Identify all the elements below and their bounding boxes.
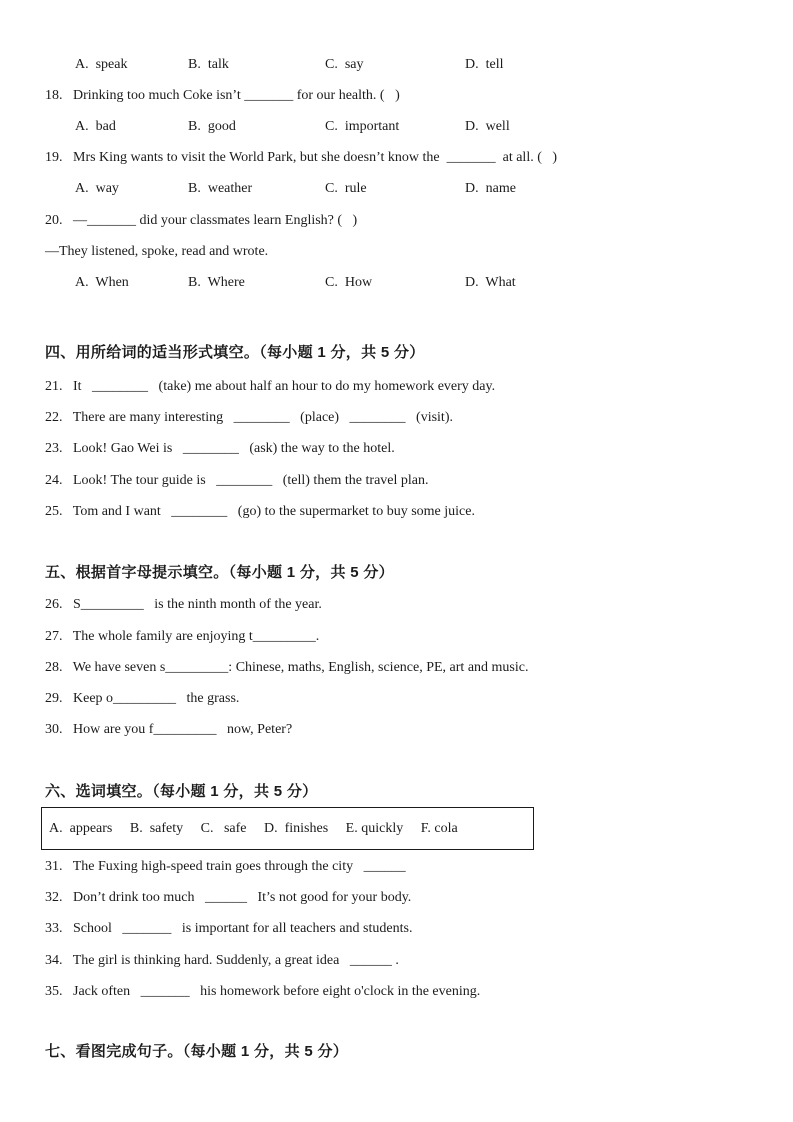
options-row-q20 (45, 274, 765, 291)
options-row-q17 (45, 56, 765, 73)
question-19: 19. Mrs King wants to visit the World Park, but she doesn’t know the _______ at all. ( ) (45, 150, 558, 165)
option-c: C. say (325, 57, 364, 72)
option-b: B. talk (188, 57, 229, 72)
question-32: 32. Don’t drink too much ______ It’s not good for your body. (45, 890, 412, 905)
options-row-q18 (45, 118, 765, 135)
option-a: A. bad (75, 119, 116, 134)
question-30: 30. How are you f_________ now, Peter? (45, 722, 293, 737)
section-6-title: 六、选词填空。（每小题 1 分，共 5 分） (45, 783, 318, 800)
question-31: 31. The Fuxing high-speed train goes through the city ______ (45, 859, 406, 874)
option-a: A. speak (75, 57, 128, 72)
options-row-q19 (45, 180, 765, 197)
section-4-title: 四、用所给词的适当形式填空。（每小题 1 分，共 5 分） (45, 344, 425, 361)
option-d: D. What (465, 275, 516, 290)
option-c: C. important (325, 119, 400, 134)
option-a: A. way (75, 181, 119, 196)
option-d: D. name (465, 181, 516, 196)
option-d: D. well (465, 119, 510, 134)
word-bank-options: A. appears B. safety C. safe D. finishes E. quickly F. cola (49, 821, 458, 836)
question-29: 29. Keep o_________ the grass. (45, 691, 240, 706)
section-5-title: 五、根据首字母提示填空。（每小题 1 分，共 5 分） (45, 564, 394, 581)
question-20-reply: —They listened, spoke, read and wrote. (45, 244, 269, 259)
option-b: B. good (188, 119, 236, 134)
option-d: D. tell (465, 57, 504, 72)
option-a: A. When (75, 275, 129, 290)
question-24: 24. Look! The tour guide is ________ (tell) them the travel plan. (45, 473, 429, 488)
option-c: C. How (325, 275, 373, 290)
question-33: 33. School _______ is important for all teachers and students. (45, 921, 413, 936)
option-b: B. Where (188, 275, 245, 290)
question-27: 27. The whole family are enjoying t_________. (45, 629, 320, 644)
question-26: 26. S_________ is the ninth month of the year. (45, 597, 322, 612)
option-b: B. weather (188, 181, 253, 196)
word-bank-box (41, 807, 534, 850)
question-21: 21. It ________ (take) me about half an hour to do my homework every day. (45, 379, 496, 394)
question-35: 35. Jack often _______ his homework before eight o'clock in the evening. (45, 984, 481, 999)
question-23: 23. Look! Gao Wei is ________ (ask) the way to the hotel. (45, 441, 395, 456)
question-34: 34. The girl is thinking hard. Suddenly, a great idea ______ . (45, 953, 399, 968)
section-7-title: 七、看图完成句子。（每小题 1 分，共 5 分） (45, 1043, 349, 1060)
question-20: 20. —_______ did your classmates learn English? ( ) (45, 213, 358, 228)
question-25: 25. Tom and I want ________ (go) to the supermarket to buy some juice. (45, 504, 475, 519)
option-c: C. rule (325, 181, 367, 196)
question-22: 22. There are many interesting ________ (place) ________ (visit). (45, 410, 453, 425)
question-18: 18. Drinking too much Coke isn’t _______ for our health. ( ) (45, 88, 400, 103)
question-28: 28. We have seven s_________: Chinese, maths, English, science, PE, art and music. (45, 660, 529, 675)
